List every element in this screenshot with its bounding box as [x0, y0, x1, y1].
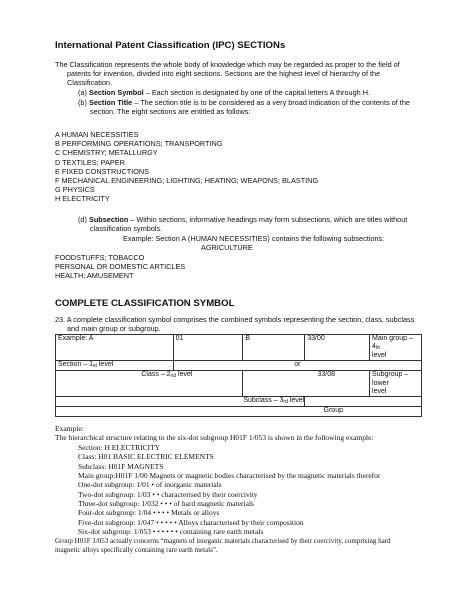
table-row	[56, 407, 422, 417]
subsection-item: AGRICULTURE	[201, 243, 253, 252]
table-cell: Main group – 4th level	[370, 335, 422, 361]
section-list	[55, 130, 318, 204]
item-subsection-line2: classification symbols.	[90, 224, 163, 233]
hierarchy-item: Four-dot subgroup: 1/04 • • • • Metals or alloys	[78, 508, 220, 517]
final-note-line2: magnetic alloys specifically containing rare earth metals”.	[55, 546, 218, 554]
intro-line-1: The Classification represents the whole body of knowledge which may be regarded as proper to the field of	[55, 60, 400, 69]
classification-table	[55, 334, 422, 417]
table-cell: 33/00	[305, 335, 370, 361]
subsection-item: PERSONAL OR DOMESTIC ARTICLES	[55, 262, 186, 271]
subsection-item: FOODSTUFFS; TOBACCO	[55, 253, 145, 262]
table-row	[56, 397, 422, 407]
hierarchy-item: Subclass: H01F MAGNETS	[78, 462, 164, 471]
item-section-symbol: (a) Section Symbol – Each section is designated by one of the capital letters A through H.	[78, 88, 371, 97]
table-cell	[305, 397, 422, 407]
hierarchy-item: One-dot subgroup: 1/01 • of inorganic materials	[78, 480, 222, 489]
table-cell: Subclass – 3rd level	[56, 397, 305, 407]
section-heading: COMPLETE CLASSIFICATION SYMBOL	[55, 298, 235, 309]
subsection-item: HEALTH; AMUSEMENT	[55, 271, 134, 280]
page-title: International Patent Classification (IPC) SECTIONs	[55, 40, 286, 51]
table-row	[56, 371, 422, 397]
table-cell: B	[243, 335, 305, 361]
list-item: C CHEMISTRY; METALLURGY	[55, 148, 158, 158]
table-cell: Subgroup – lower level	[370, 371, 422, 397]
hierarchy-intro: The hierarchical structure relating to the six-dot subgroup H01F 1/053 is shown in the following example:	[55, 433, 374, 442]
table-cell: 01	[173, 335, 243, 361]
list-item: A HUMAN NECESSITIES	[55, 130, 139, 139]
para23-line1: 23. A complete classification symbol comprises the combined symbols representing the section, class, subclass	[55, 315, 415, 324]
list-item: G PHYSICS	[55, 185, 95, 195]
table-cell: Section – 1st level	[56, 361, 174, 371]
hierarchy-item: Section: H ELECTRICITY	[78, 443, 161, 452]
hierarchy-item: Five-dot subgroup: 1/047 • • • • • Alloys characterised by their composition	[78, 518, 304, 527]
item-section-title-line2: section. The eight sections are entitled as follows:	[90, 107, 251, 116]
hierarchy-item: Six-dot subgroup: 1/053 • • • • • • containing rare earth metals	[78, 527, 264, 536]
hierarchy-item: Main group:H01F 1/00 Magnets or magnetic bodies characterised by the magnetic materials therefor	[78, 471, 381, 480]
item-term: Section Symbol	[88, 88, 144, 97]
example-line: Example: Section A (HUMAN NECESSITIES) contains the following subsections:	[123, 234, 385, 243]
example-heading: Example:	[55, 424, 84, 433]
table-cell: Example: A	[56, 335, 174, 361]
table-cell: Group	[56, 407, 422, 417]
item-subsection: (d) Subsection – Within sections, informative headings may form subsections, which are titles without	[78, 215, 408, 224]
table-cell: 33/08	[243, 371, 370, 397]
list-item: H ELECTRICITY	[55, 194, 110, 204]
final-note-line1: Group H01F 1/053 actually concerns “magnets of inorganic materials characterised by their coercivity, comprising hard	[55, 537, 391, 545]
list-item: D TEXTILES; PAPER	[55, 157, 125, 167]
table-row	[56, 361, 422, 371]
intro-line-3: Classification.	[67, 78, 113, 87]
list-item: E FIXED CONSTRUCTIONS	[55, 166, 150, 176]
list-item: F MECHANICAL ENGINEERING; LIGHTING; HEATING; WEAPONS; BLASTING	[55, 175, 319, 185]
item-term: Subsection	[88, 215, 129, 224]
hierarchy-item: Three-dot subgroup: 1/032 • • • of hard magnetic materials	[78, 499, 254, 508]
item-section-title: (b) Section Title – The section title is to be considered as a very broad indication of the contents of the	[78, 98, 410, 107]
table-cell: or	[173, 361, 421, 371]
hierarchy-item: Two-dot subgroup: 1/03 • • characterised by their coercivity	[78, 490, 258, 499]
item-term: Section Title	[88, 98, 133, 107]
hierarchy-item: Class: H01 BASIC ELECTRIC ELEMENTS	[78, 452, 214, 461]
list-item: B PERFORMING OPERATIONS; TRANSPORTING	[55, 139, 223, 149]
table-row	[56, 335, 422, 361]
table-cell: Class – 2nd level	[56, 371, 243, 397]
intro-line-2: patents for invention, divided into eight sections. Sections are the highest level of hierarchy of the	[67, 69, 381, 78]
para23-line2: and main group or subgroup.	[67, 324, 161, 333]
